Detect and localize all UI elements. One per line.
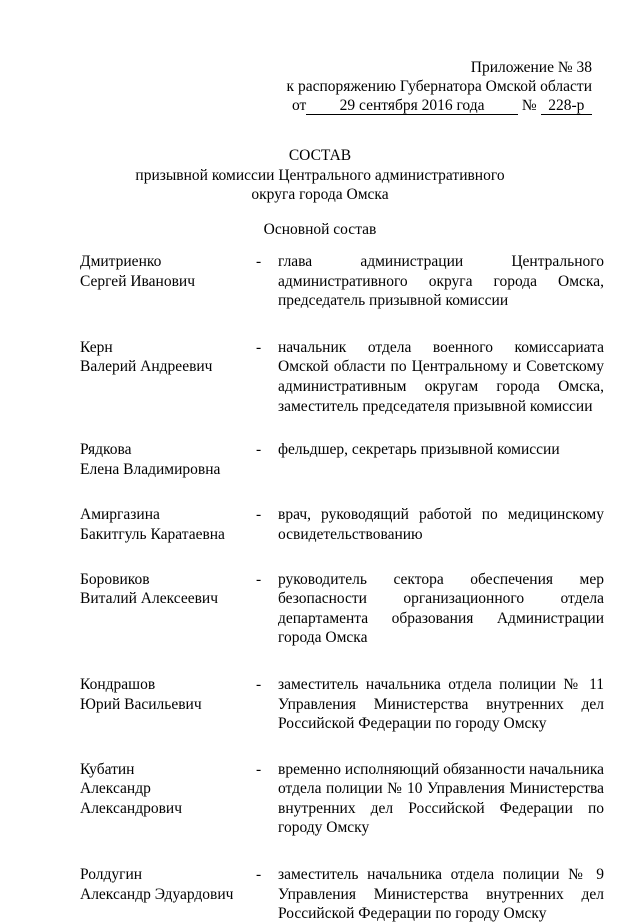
number-sign: № [521, 97, 537, 114]
member-given-names: Александр Александрович [80, 780, 182, 817]
member-given-names: Бакитгуль Каратаевна [80, 525, 225, 543]
subtitle-line-1: призывной комиссии Центрального административного [135, 167, 505, 184]
member-position: руководитель сектора обеспечения мер безопасности организационного отдела департамента образования Администрации города Омска [278, 570, 604, 647]
member-position: заместитель начальника отдела полиции № 11 Управления Министерства внутренних дел Российской Федерации по городу Омску [278, 675, 604, 733]
document-title: СОСТАВ [288, 147, 352, 164]
member-given-names: Александр Эдуардович [80, 885, 234, 903]
date-prefix: от [292, 97, 307, 114]
order-date: 29 сентября 2016 года [306, 98, 517, 115]
appendix-date-line [292, 96, 592, 115]
member-surname: Боровиков [80, 570, 150, 588]
member-position: глава администрации Центрального административного округа города Омска, председатель призывной комиссии [278, 253, 604, 310]
member-row [80, 760, 604, 838]
member-name [80, 865, 256, 924]
member-given-names: Виталий Алексеевич [80, 590, 219, 608]
appendix-number: Приложение № 38 [470, 59, 592, 76]
member-position: временно исполняющий обязанности начальника отдела полиции № 10 Управления Министерства внутренних дел Российской Федерации по городу Омску [278, 760, 604, 837]
member-given-names: Сергей Иванович [80, 272, 196, 290]
member-name [80, 760, 256, 838]
member-dash: - [256, 506, 262, 524]
member-surname: Дмитриенко [80, 253, 162, 270]
member-surname: Кондрашов [80, 675, 156, 693]
member-name [80, 440, 256, 479]
member-row [80, 505, 604, 544]
member-surname: Рядкова [80, 441, 132, 459]
order-number: 228-р [541, 98, 592, 115]
member-row [80, 440, 604, 479]
member-dash: - [256, 760, 262, 778]
member-dash: - [256, 570, 262, 588]
member-row [80, 865, 604, 924]
member-given-names: Елена Владимировна [80, 460, 221, 478]
appendix-header [280, 58, 592, 115]
member-dash: - [256, 253, 262, 270]
member-name [80, 252, 256, 311]
member-position: врач, руководящий работой по медицинскому освидетельствованию [278, 506, 604, 543]
member-row [80, 570, 604, 648]
member-position: начальник отдела военного комиссариата Омской области по Центральному и Советскому административным округам города Омска, заместитель председателя призывной комиссии [278, 338, 604, 415]
member-surname: Ролдугин [80, 866, 143, 884]
member-given-names: Валерий Андреевич [80, 358, 213, 376]
member-row [80, 675, 604, 734]
subtitle-line-2: округа города Омска [251, 186, 389, 203]
member-row [80, 338, 604, 416]
member-surname: Керн [80, 338, 113, 356]
member-name [80, 675, 256, 734]
member-row [80, 252, 604, 311]
member-surname: Кубатин [80, 760, 135, 778]
member-name [80, 505, 256, 544]
member-given-names: Юрий Васильевич [80, 695, 202, 713]
member-dash: - [256, 866, 262, 884]
member-name [80, 338, 256, 416]
member-dash: - [256, 441, 262, 459]
member-position: фельдшер, секретарь призывной комиссии [278, 441, 560, 459]
member-surname: Амиргазина [80, 506, 160, 524]
document-subtitle [0, 166, 640, 204]
member-position: заместитель начальника отдела полиции № 9 Управления Министерства внутренних дел Российской Федерации по городу Омску [278, 866, 604, 923]
members-list [80, 252, 604, 924]
member-dash: - [256, 338, 262, 356]
appendix-order-reference: к распоряжению Губернатора Омской области [286, 78, 592, 95]
member-dash: - [256, 675, 262, 693]
section-title: Основной состав [263, 221, 377, 238]
member-name [80, 570, 256, 648]
